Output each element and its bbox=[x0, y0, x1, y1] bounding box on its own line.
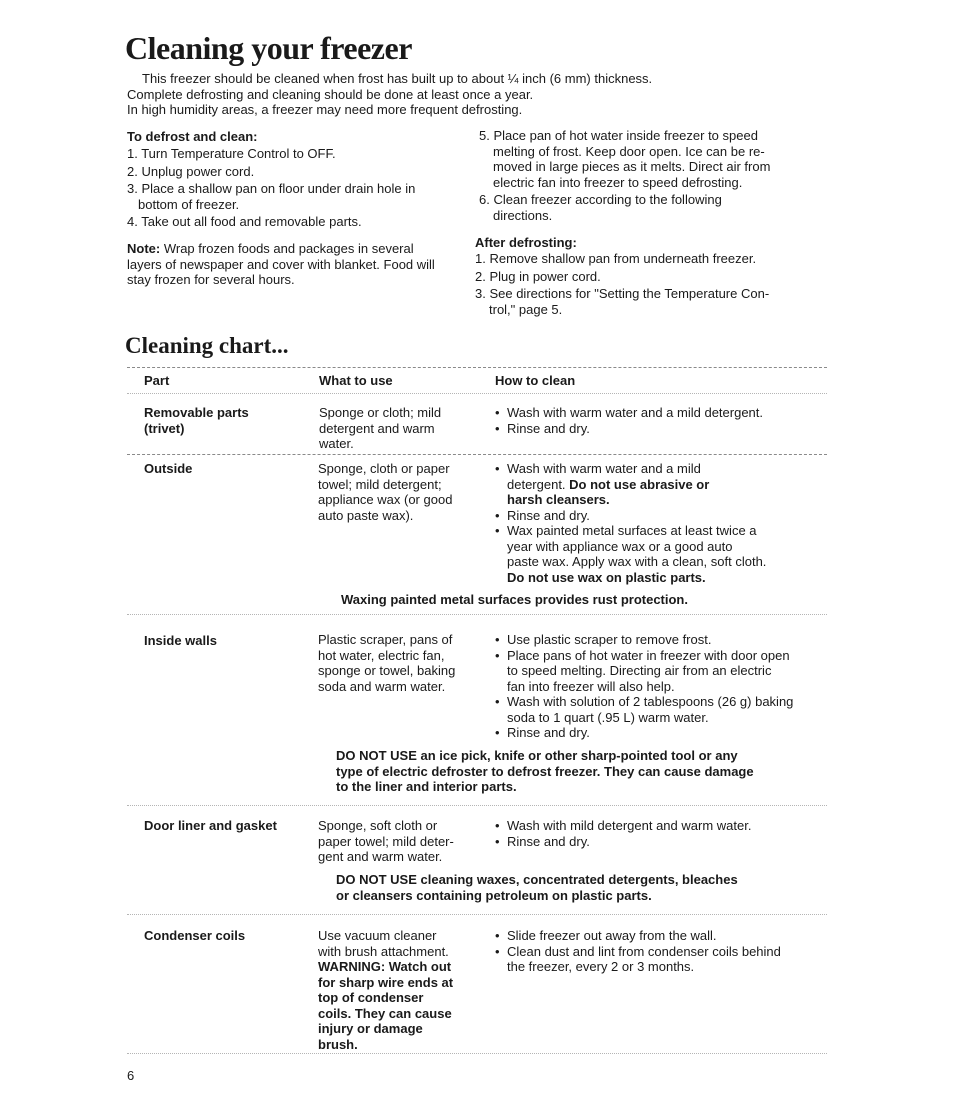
list-item: • Wax painted metal surfaces at least twice a bbox=[495, 523, 766, 539]
divider bbox=[127, 614, 827, 615]
column-header-how: How to clean bbox=[495, 373, 576, 388]
outside-footnote: Waxing painted metal surfaces provides rust protection. bbox=[341, 592, 688, 607]
defrost-note: Note: Wrap frozen foods and packages in several layers of newspaper and cover with blanket. Food will stay frozen for several hours. bbox=[127, 241, 435, 287]
after-steps: 1. Remove shallow pan from underneath freezer. 2. Plug in power cord. 3. See directions for "Setting the Temperature Con- trol," page 5. bbox=[475, 251, 770, 317]
row-part-door: Door liner and gasket bbox=[144, 818, 277, 833]
row-what-removable: Sponge or cloth; mild detergent and warm water. bbox=[319, 405, 442, 451]
list-item: • Rinse and dry. bbox=[495, 508, 766, 524]
list-item: • Wash with mild detergent and warm water. bbox=[495, 818, 751, 834]
list-item: • Slide freezer out away from the wall. bbox=[495, 928, 781, 944]
divider bbox=[127, 1053, 827, 1054]
list-item: • Place pans of hot water in freezer with door open bbox=[495, 648, 793, 664]
list-item: • Rinse and dry. bbox=[495, 725, 793, 741]
row-part-inside: Inside walls bbox=[144, 633, 217, 648]
divider bbox=[127, 805, 827, 806]
list-item: 2. Plug in power cord. bbox=[475, 268, 601, 284]
column-header-what: What to use bbox=[319, 373, 393, 388]
list-item: 1. Remove shallow pan from underneath freezer. bbox=[475, 251, 757, 266]
row-how-inside: • Use plastic scraper to remove frost. • Place pans of hot water in freezer with door open to speed melting. Directing air from an electric fan into freezer will also help. • Wash with solution of 2 tablespoons (26 g) baking soda to 1 quart (.95 L) warm water. • Rinse and dry. bbox=[495, 632, 793, 741]
defrost-heading: To defrost and clean: bbox=[127, 129, 258, 144]
intro-text: This freezer should be cleaned when frost has built up to about ¼ inch (6 mm) thickness. Complete defrosting and cleaning should be done at least once a year. In high humidity areas, a freezer may need more frequent defrosting. bbox=[127, 71, 653, 117]
divider bbox=[127, 454, 827, 455]
column-header-part: Part bbox=[144, 373, 170, 388]
inside-warning: DO NOT USE an ice pick, knife or other sharp-pointed tool or any type of electric defroster to defrost freezer. They can cause damage to the liner and interior parts. bbox=[336, 748, 754, 794]
page-title: Cleaning your freezer bbox=[125, 30, 412, 66]
defrost-steps-right: 5. Place pan of hot water inside freezer to speed melting of frost. Keep door open. Ice can be re- moved in large pieces as it melts. Direct air from electric fan into freezer to speed defrosting. 6. Clean freezer according to the following directions. bbox=[479, 128, 771, 223]
list-item: • Rinse and dry. bbox=[495, 834, 751, 850]
door-warning: DO NOT USE cleaning waxes, concentrated detergents, bleaches or cleansers containing petroleum on plastic parts. bbox=[336, 872, 738, 903]
after-heading: After defrosting: bbox=[475, 235, 577, 250]
list-item: 4. Take out all food and removable parts. bbox=[127, 214, 362, 229]
note-label: Note: bbox=[127, 241, 161, 256]
row-what-door: Sponge, soft cloth or paper towel; mild deter- gent and warm water. bbox=[318, 818, 454, 864]
list-item: • Wash with solution of 2 tablespoons (26 g) baking bbox=[495, 694, 793, 710]
list-item: 3. See directions for "Setting the Temperature Con- bbox=[475, 286, 770, 301]
list-item: 5. Place pan of hot water inside freezer to speed bbox=[479, 128, 758, 143]
list-item: • Wash with warm water and a mild bbox=[495, 461, 766, 477]
row-how-removable bbox=[495, 405, 763, 436]
page-number: 6 bbox=[127, 1068, 135, 1083]
row-what-inside: Plastic scraper, pans of hot water, electric fan, sponge or towel, baking soda and warm water. bbox=[318, 632, 456, 694]
list-item: 3. Place a shallow pan on floor under drain hole in bbox=[127, 181, 416, 196]
divider bbox=[127, 393, 827, 394]
row-how-outside: • Wash with warm water and a mild detergent. Do not use abrasive or harsh cleansers. • Rinse and dry. • Wax painted metal surfaces at least twice a year with appliance wax or a good auto paste wax. Apply wax with a clean, soft cloth. Do not use wax on plastic parts. bbox=[495, 461, 766, 585]
list-item: • Rinse and dry. bbox=[495, 421, 763, 437]
divider bbox=[127, 367, 827, 368]
list-item: • Use plastic scraper to remove frost. bbox=[495, 632, 793, 648]
row-how-condenser: • Slide freezer out away from the wall. • Clean dust and lint from condenser coils behind the freezer, every 2 or 3 months. bbox=[495, 928, 781, 975]
defrost-steps-left: 1. Turn Temperature Control to OFF. 2. Unplug power cord. 3. Place a shallow pan on floor under drain hole in bottom of freezer. 4. Take out all food and removable parts. bbox=[127, 146, 416, 229]
row-part-removable: Removable parts (trivet) bbox=[144, 405, 249, 436]
row-part-outside: Outside bbox=[144, 461, 193, 476]
row-part-condenser: Condenser coils bbox=[144, 928, 246, 943]
list-item: 2. Unplug power cord. bbox=[127, 163, 255, 179]
row-what-condenser: Use vacuum cleaner with brush attachment. WARNING: Watch out for sharp wire ends at top of condenser coils. They can cause injury or damage brush. bbox=[318, 928, 454, 1052]
list-item: • Wash with warm water and a mild detergent. bbox=[495, 405, 763, 421]
row-how-door bbox=[495, 818, 751, 849]
list-item: • Clean dust and lint from condenser coils behind bbox=[495, 944, 781, 960]
chart-heading: Cleaning chart... bbox=[125, 333, 289, 358]
divider bbox=[127, 914, 827, 915]
list-item: 6. Clean freezer according to the following bbox=[479, 192, 722, 207]
row-what-outside: Sponge, cloth or paper towel; mild detergent; appliance wax (or good auto paste wax). bbox=[318, 461, 453, 523]
list-item: 1. Turn Temperature Control to OFF. bbox=[127, 146, 336, 161]
